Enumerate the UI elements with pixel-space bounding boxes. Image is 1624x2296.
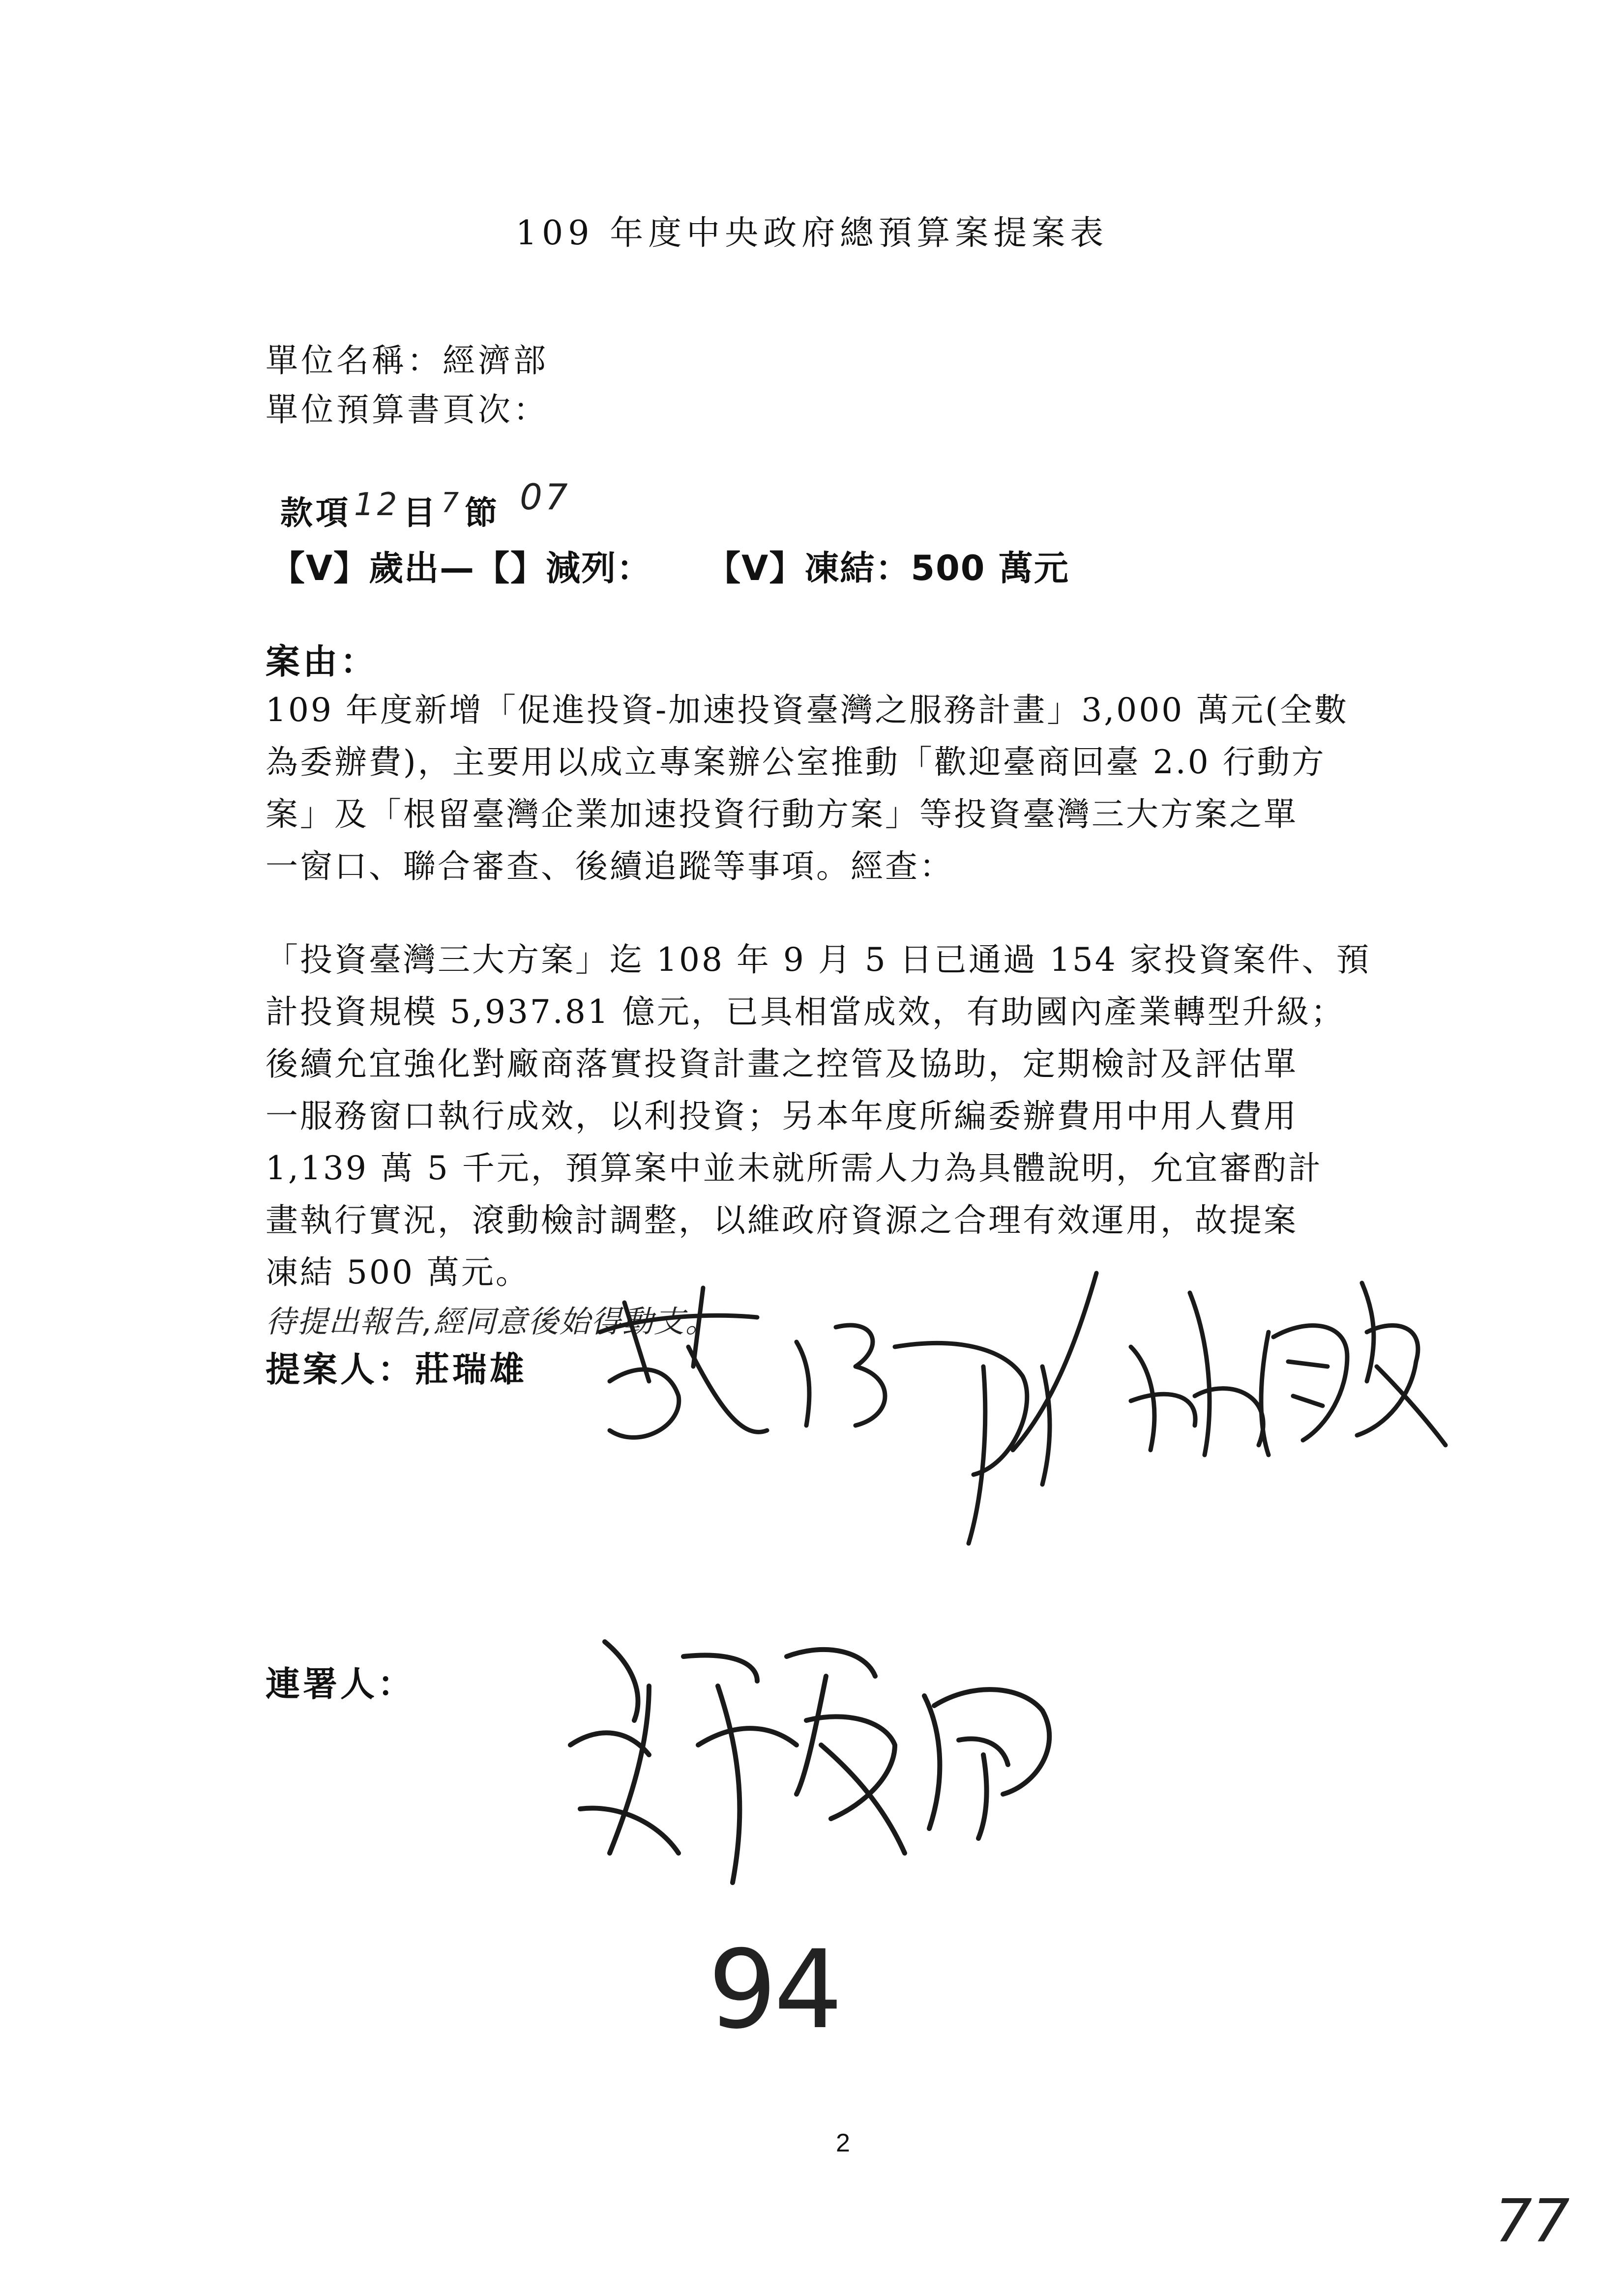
reason-p2-line: 後續允宜強化對廠商落實投資計畫之控管及協助，定期檢討及評估單 [266,1045,1298,1083]
cosigner-label: 連署人： [266,1664,415,1704]
reason-p1-line: 案」及「根留臺灣企業加速投資行動方案」等投資臺灣三大方案之單 [266,795,1298,833]
action-row [270,541,1069,590]
reason-p1-line: 109 年度新增「促進投資-加速投資臺灣之服務計畫」3,000 萬元(全數 [266,691,1349,729]
reason-typed-ending: 凍結 500 萬元。 [266,1253,530,1291]
proposer-name: 莊瑞雄 [415,1349,527,1390]
corner-number: 77 [1495,2187,1570,2256]
unit-page-label: 單位預算書頁次： [266,391,549,429]
budget-item-row [280,476,571,533]
mu-handwritten: 7 [441,487,462,519]
proposer-row [266,1342,527,1392]
jie-label: 節 [465,494,501,532]
handwritten-number: 94 [708,1927,840,2053]
reason-paragraph-1 [266,684,1426,893]
unit-name-row [266,334,549,381]
reason-p1-line: 一窗口、聯合審查、後續追蹤等事項。經查： [266,847,954,885]
freeze-label: 凍結： [804,548,911,588]
check-reduce: 【】 [475,548,546,588]
reduce-label: 減列： [546,548,652,588]
mu-label: 目 [403,494,439,532]
reason-p1-line: 為委辦費)，主要用以成立專案辦公室推動「歡迎臺商回臺 2.0 行動方 [266,743,1326,781]
signature-scribble-cosigner [551,1598,1092,1902]
unit-name-label: 單位名稱： [266,342,443,379]
reason-heading: 案由： [266,641,378,682]
check-freeze: 【V】 [706,548,805,588]
reason-p2-line: 畫執行實況，滾動檢討調整，以維政府資源之合理有效運用，故提案 [266,1201,1298,1239]
signature-scribble-proposer [580,1219,1446,1563]
reason-p2-line: 「投資臺灣三大方案」迄 108 年 9 月 5 日已通過 154 家投資案件、預 [266,941,1371,979]
expenditure-label: 歲出— [369,548,475,588]
page-title: 109 年度中央政府總預算案提案表 [515,214,1109,253]
freeze-amount: 500 萬元 [911,548,1069,588]
kuan-xiang-handwritten: 12 [354,487,400,523]
reason-p2-line: 一服務窗口執行成效，以利投資；另本年度所編委辦費用中用人費用 [266,1097,1298,1135]
reason-p2-line: 計投資規模 5,937.81 億元，已具相當成效，有助國內產業轉型升級； [266,993,1345,1031]
jie-handwritten: 07 [520,476,571,518]
page-number: 2 [836,2129,850,2157]
reason-p2-line: 1,139 萬 5 千元，預算案中並未就所需人力為具體說明，允宜審酌計 [266,1149,1323,1187]
kuan-xiang-label: 款項 [280,494,351,532]
check-expenditure: 【V】 [270,548,369,588]
proposer-label: 提案人： [266,1349,415,1390]
unit-name-value: 經濟部 [443,342,549,379]
reason-handwritten-note: 待提出報告,經同意後始得動支。 [266,1304,717,1339]
